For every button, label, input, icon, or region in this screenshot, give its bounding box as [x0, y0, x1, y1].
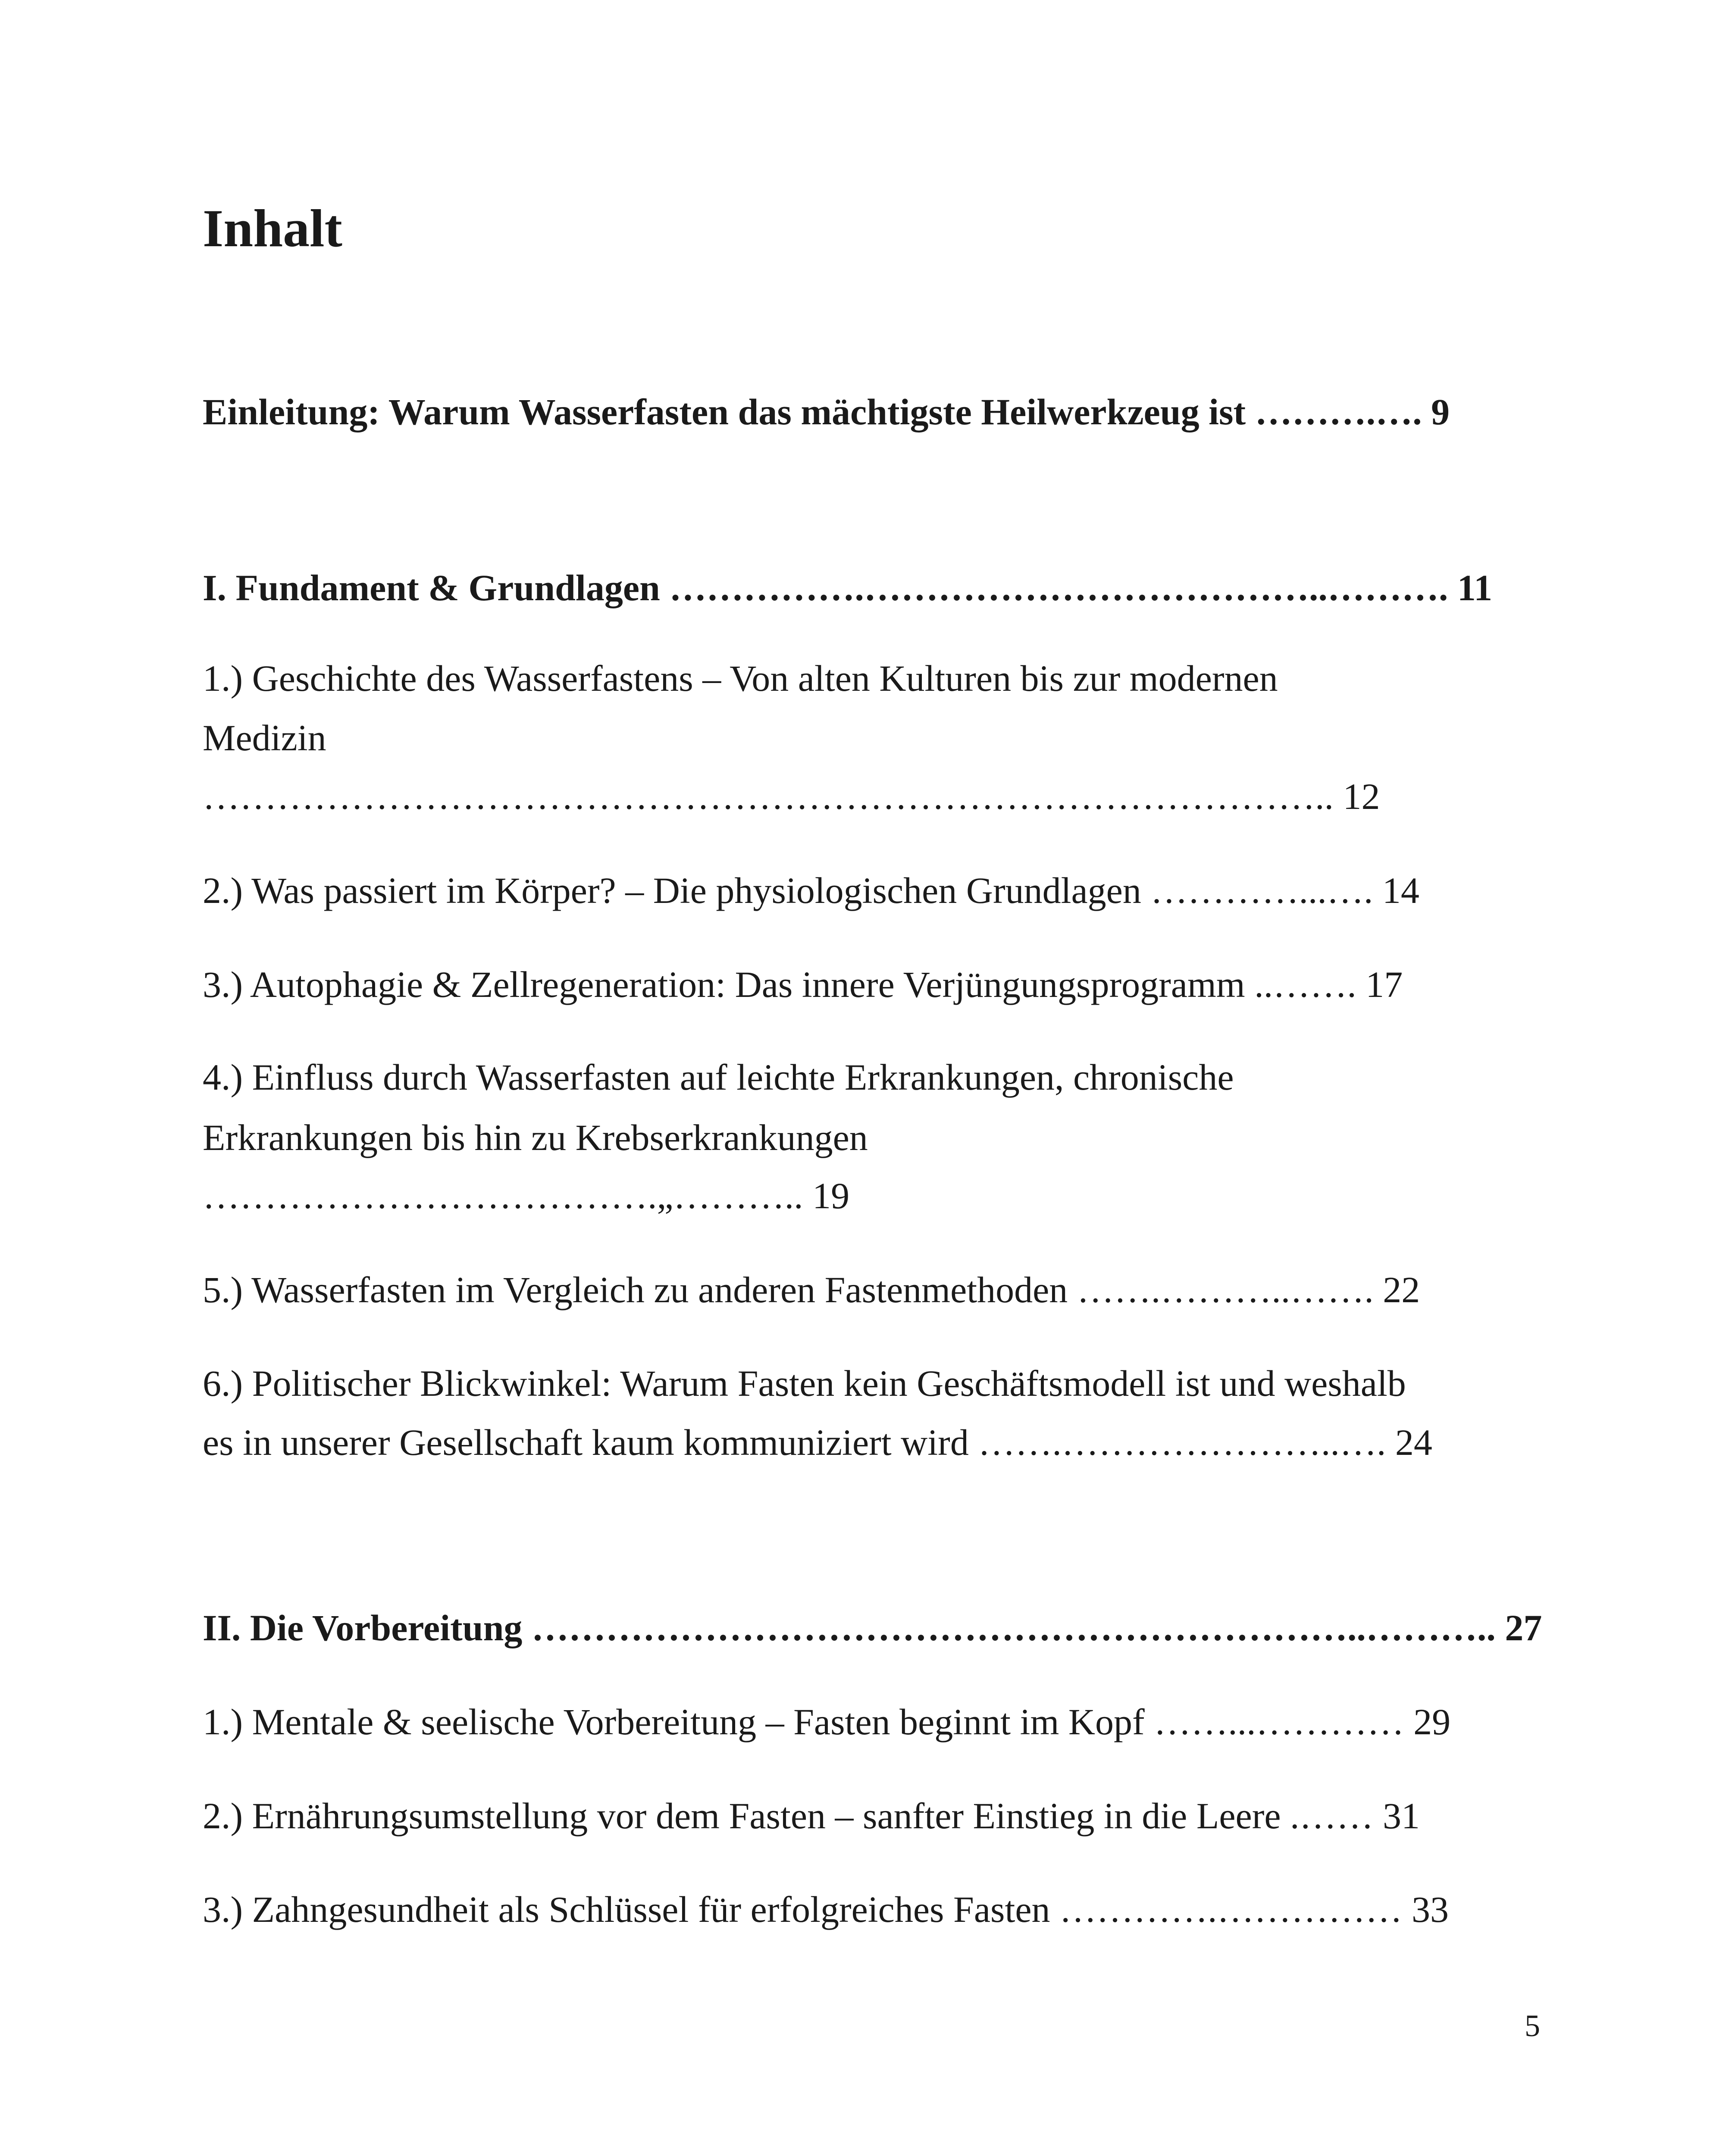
- toc-part2-heading: II. Die Vorbereitung …………………………………………………………..……….. 27: [203, 1607, 1542, 1648]
- toc-entry-1-1-line3: ……………………………………………………………………………….. 12: [203, 776, 1380, 817]
- toc-entry-1-1-line2: Medizin: [203, 717, 326, 758]
- toc-entry-1-1-line1: 1.) Geschichte des Wasserfastens – Von alten Kulturen bis zur modernen: [203, 658, 1278, 699]
- toc-entry-1-4-line3: ……………………………….„……….. 19: [203, 1175, 850, 1216]
- toc-intro: Einleitung: Warum Wasserfasten das mächtigste Heilwerkzeug ist ……….…. 9: [203, 391, 1450, 432]
- toc-entry-1-4-line2: Erkrankungen bis hin zu Krebserkrankungen: [203, 1117, 868, 1158]
- toc-entry-1-4-line1: 4.) Einfluss durch Wasserfasten auf leichte Erkrankungen, chronische: [203, 1056, 1234, 1098]
- toc-entry-2-3: 3.) Zahngesundheit als Schlüssel für erfolgreiches Fasten ………….…………… 33: [203, 1889, 1449, 1930]
- toc-entry-1-2: 2.) Was passiert im Körper? – Die physiologischen Grundlagen …………...…. 14: [203, 870, 1419, 911]
- toc-entry-1-6-line2: es in unserer Gesellschaft kaum kommuniziert wird …….…………………..…. 24: [203, 1422, 1432, 1463]
- page-title: Inhalt: [203, 199, 342, 258]
- toc-entry-1-6-line1: 6.) Politischer Blickwinkel: Warum Fasten kein Geschäftsmodell ist und weshalb: [203, 1363, 1406, 1404]
- toc-part1-heading: I. Fundament & Grundlagen …………….………………………………..………. 11: [203, 567, 1493, 608]
- page-number: 5: [1525, 2009, 1540, 2043]
- toc-entry-2-1: 1.) Mentale & seelische Vorbereitung – Fasten beginnt im Kopf ……...………… 29: [203, 1701, 1451, 1742]
- toc-entry-1-5: 5.) Wasserfasten im Vergleich zu anderen Fastenmethoden …….………..……. 22: [203, 1269, 1420, 1310]
- toc-entry-2-2: 2.) Ernährungsumstellung vor dem Fasten – sanfter Einstieg in die Leere .…… 31: [203, 1795, 1420, 1836]
- toc-entry-1-3: 3.) Autophagie & Zellregeneration: Das innere Verjüngungsprogramm ..……. 17: [203, 964, 1403, 1005]
